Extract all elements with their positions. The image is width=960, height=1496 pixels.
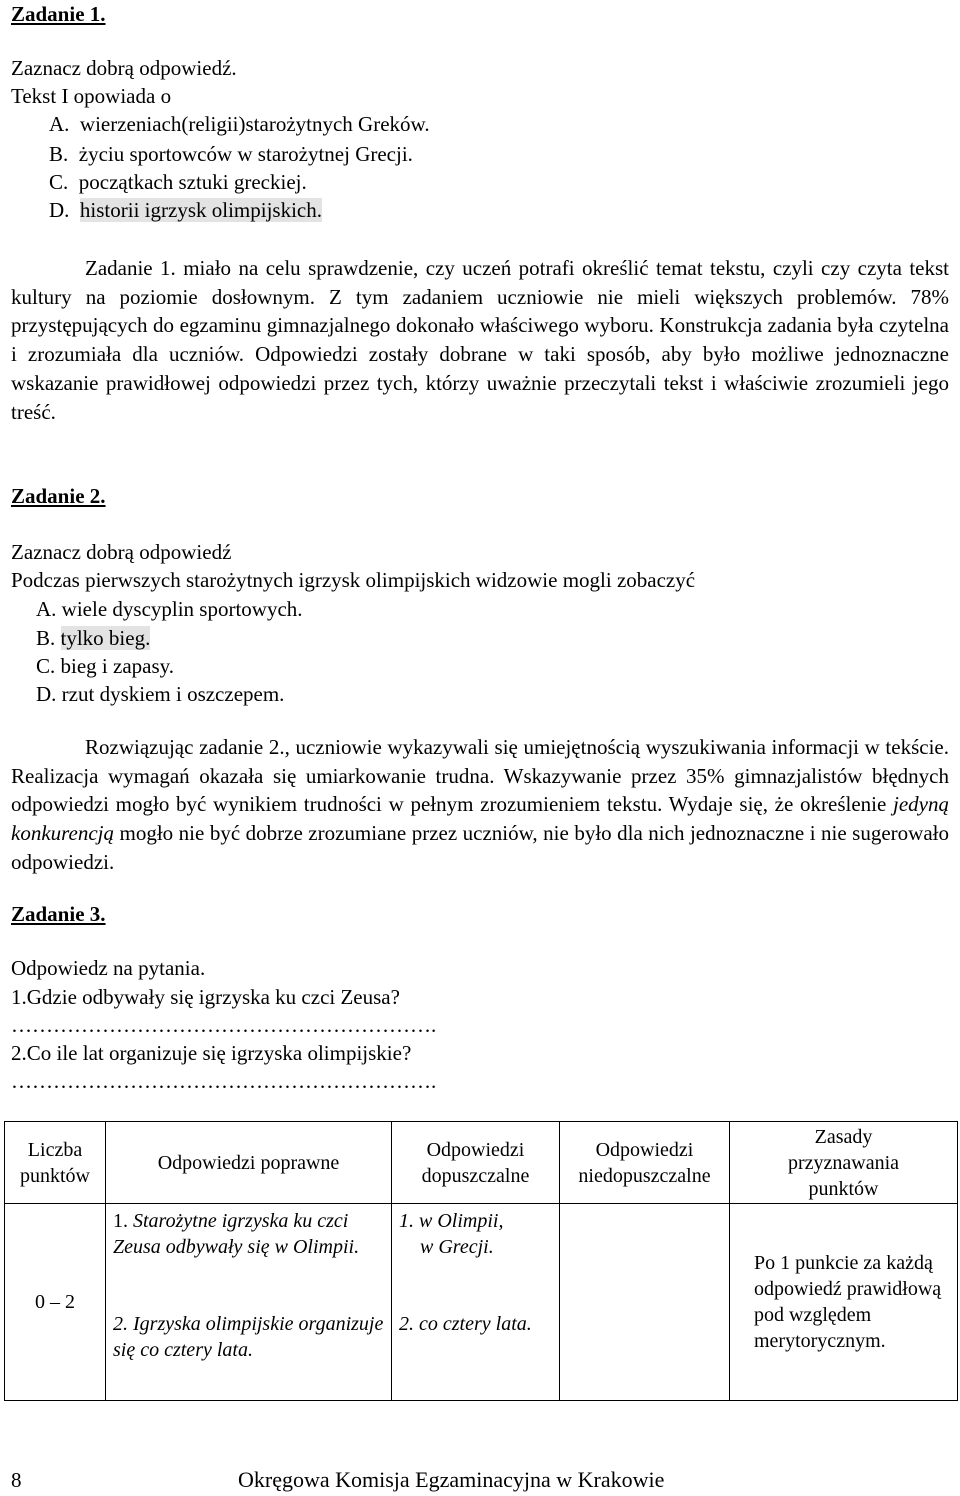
task3-question-2: 2.Co ile lat organizuje się igrzyska olimpijskie? xyxy=(11,1041,412,1065)
acceptable-answer-1: 1. w Olimpii, xyxy=(399,1210,504,1232)
scoring-table-header-row xyxy=(5,1122,958,1204)
task2-commentary-text-a: Rozwiązując zadanie 2., uczniowie wykazywali się umiejętnością wyszukiwania informacji w tekście. Realizacja wymagań okazała się umiarkowanie trudna. Wskazywanie przez 35% gimnazjalistów błędnych odpowiedzi mogło być wynikiem trudności w pełnym zrozumieniem tekstu. Wydaje się, że określenie xyxy=(11,735,949,817)
task3-heading: Zadanie 3. xyxy=(11,902,106,926)
option-text: bieg i zapasy. xyxy=(60,654,175,678)
header-correct: Odpowiedzi poprawne xyxy=(106,1122,392,1204)
task1-commentary-text: Zadanie 1. miało na celu sprawdzenie, czy uczeń potrafi określić temat tekstu, czyli czy czyta tekst kultury na poziomie dosłownym. Z tym zadaniem uczniowie nie mieli większych problemów. 78% przystępujących do egzaminu gimnazjalnego dokonało właściwego wyboru. Konstrukcja zadania była czytelna i zrozumiała dla uczniów. Odpowiedzi zostały dobrane w taki sposób, aby było możliwe jednoznaczne wskazanie prawidłowej odpowiedzi przez tych, którzy uważnie przeczytali tekst i właściwie zrozumieli jego treść. xyxy=(11,256,949,424)
option-text: życiu sportowców w starożytnej Grecji. xyxy=(78,142,413,166)
option-text-highlighted: historii igrzysk olimpijskich. xyxy=(79,198,322,222)
footer-organization: Okręgowa Komisja Egzaminacyjna w Krakowie xyxy=(238,1467,665,1492)
task1-heading: Zadanie 1. xyxy=(11,2,106,26)
task2-commentary-text-b: mogło nie być dobrze zrozumiane przez uczniów, nie było dla nich jednoznaczne i nie sugerowało odpowiedzi. xyxy=(11,821,949,874)
cell-rules: Po 1 punkcie za każdą odpowiedź prawidłową pod względem merytorycznym. xyxy=(730,1204,958,1401)
option-text: wiele dyscyplin sportowych. xyxy=(61,597,303,621)
task2-instruction: Zaznacz dobrą odpowiedź xyxy=(11,540,232,564)
scoring-table xyxy=(4,1121,958,1401)
acceptable-answer-2: 2. co cztery lata. xyxy=(399,1313,532,1335)
task2-heading: Zadanie 2. xyxy=(11,484,106,508)
option-text-highlighted: tylko bieg. xyxy=(60,626,151,650)
option-letter: C. xyxy=(49,170,69,194)
scoring-table-body-row xyxy=(5,1204,958,1401)
task1-option-b xyxy=(49,140,413,168)
option-letter: D. xyxy=(36,682,57,706)
task2-option-a xyxy=(36,595,303,623)
answer-line-2: ……………………………………………………. xyxy=(11,1069,437,1093)
cell-correct xyxy=(106,1204,392,1401)
header-unacceptable: Odpowiedzi niedopuszczalne xyxy=(560,1122,730,1204)
task1-question: Tekst I opowiada o xyxy=(11,84,172,108)
cell-unacceptable xyxy=(560,1204,730,1401)
header-acceptable: Odpowiedzi dopuszczalne xyxy=(392,1122,560,1204)
task2-option-c xyxy=(36,652,174,680)
option-letter: B. xyxy=(49,142,69,166)
option-text: rzut dyskiem i oszczepem. xyxy=(61,682,285,706)
task2-commentary xyxy=(11,733,949,877)
option-letter: A. xyxy=(36,597,57,621)
task1-commentary xyxy=(11,254,949,426)
option-letter: C. xyxy=(36,654,56,678)
header-rules: Zasady przyznawania punktów xyxy=(730,1122,958,1204)
task1-instruction: Zaznacz dobrą odpowiedź. xyxy=(11,56,237,80)
cell-acceptable xyxy=(392,1204,560,1401)
option-letter: B. xyxy=(36,626,56,650)
task1-option-d xyxy=(49,196,322,224)
header-points: Liczba punktów xyxy=(5,1122,106,1204)
page-number: 8 xyxy=(11,1468,22,1492)
task2-commentary-emphasis: jedyną konkurencją xyxy=(11,792,949,846)
task1-option-a xyxy=(49,110,430,138)
task3-question-1: 1.Gdzie odbywały się igrzyska ku czci Zeusa? xyxy=(11,985,400,1009)
cell-points: 0 – 2 xyxy=(5,1204,106,1401)
task1-option-c xyxy=(49,168,307,196)
option-text: początkach sztuki greckiej. xyxy=(78,170,307,194)
task2-option-d xyxy=(36,680,284,708)
task3-instruction: Odpowiedz na pytania. xyxy=(11,956,206,980)
option-letter: D. xyxy=(49,198,70,222)
option-text: wierzeniach(religii)starożytnych Greków. xyxy=(79,112,430,136)
correct-answer-2: 2. Igrzyska olimpijskie organizuje się co cztery lata. xyxy=(113,1313,384,1361)
task2-option-b xyxy=(36,624,150,652)
correct-answer-1: 1. Starożytne igrzyska ku czci Zeusa odbywały się w Olimpii. xyxy=(113,1210,360,1258)
option-letter: A. xyxy=(49,112,70,136)
acceptable-answer-1b: w Grecji. xyxy=(420,1236,494,1258)
answer-line-1: ……………………………………………………. xyxy=(11,1013,437,1037)
task2-question: Podczas pierwszych starożytnych igrzysk olimpijskich widzowie mogli zobaczyć xyxy=(11,568,696,592)
